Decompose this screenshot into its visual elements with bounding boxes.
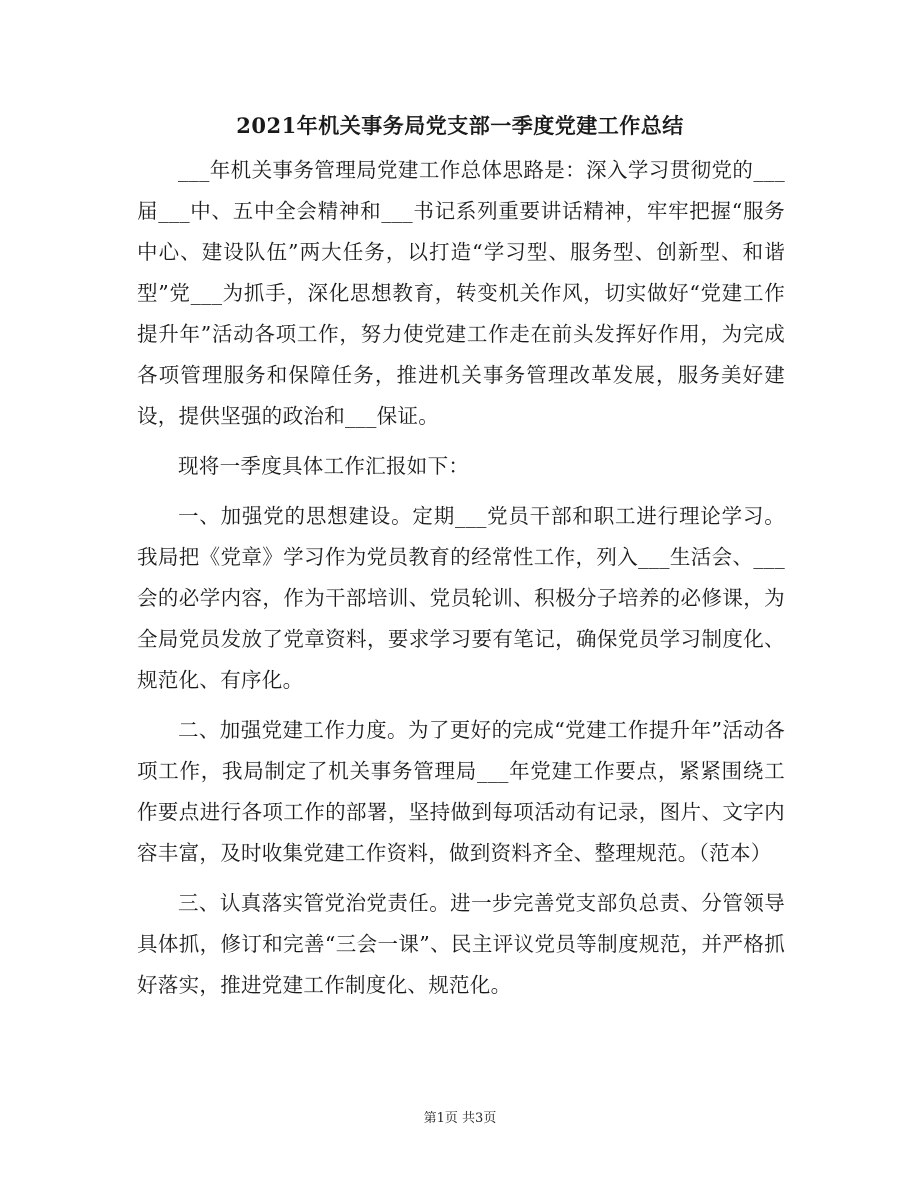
- paragraph-section-3: 三、认真落实管党治党责任。进一步完善党支部负总责、分管领导具体抓，修订和完善“三会一课”、民主评议党员等制度规范，并严格抓好落实，推进党建工作制度化、规范化。: [137, 891, 785, 997]
- paragraph-overview: ___年机关事务管理局党建工作总体思路是：深入学习贯彻党的___届___中、五中全会精神和___书记系列重要讲话精神，牢牢把握“服务中心、建设队伍”两大任务，以打造“学习型、服务型、创新型、和谐型”党___为抓手，深化思想教育，转变机关作风，切实做好“党建工作提升年”活动各项工作，努力使党建工作走在前头发挥好作用，为完成各项管理服务和保障任务，推进机关事务管理改革发展，服务美好建设，提供坚强的政治和___保证。: [137, 158, 785, 428]
- page-number-footer: 第1页 共3页: [423, 1111, 497, 1126]
- paragraph-section-1: 一、加强党的思想建设。定期___党员干部和职工进行理论学习。我局把《党章》学习作为党员教育的经常性工作，列入___生活会、___会的必学内容，作为干部培训、党员轮训、积极分子培养的必修课，为全局党员发放了党章资料，要求学习要有笔记，确保党员学习制度化、规范化、有序化。: [137, 504, 785, 692]
- paragraph-section-2: 二、加强党建工作力度。为了更好的完成“党建工作提升年”活动各项工作，我局制定了机关事务管理局___年党建工作要点，紧紧围绕工作要点进行各项工作的部署，坚持做到每项活动有记录，图片、文字内容丰富，及时收集党建工作资料，做到资料齐全、整理规范。（范本）: [137, 718, 785, 865]
- document-title: 2021年机关事务局党支部一季度党建工作总结: [236, 113, 684, 138]
- document-body: [137, 150, 785, 1015]
- paragraph-intro: 现将一季度具体工作汇报如下：: [178, 454, 470, 478]
